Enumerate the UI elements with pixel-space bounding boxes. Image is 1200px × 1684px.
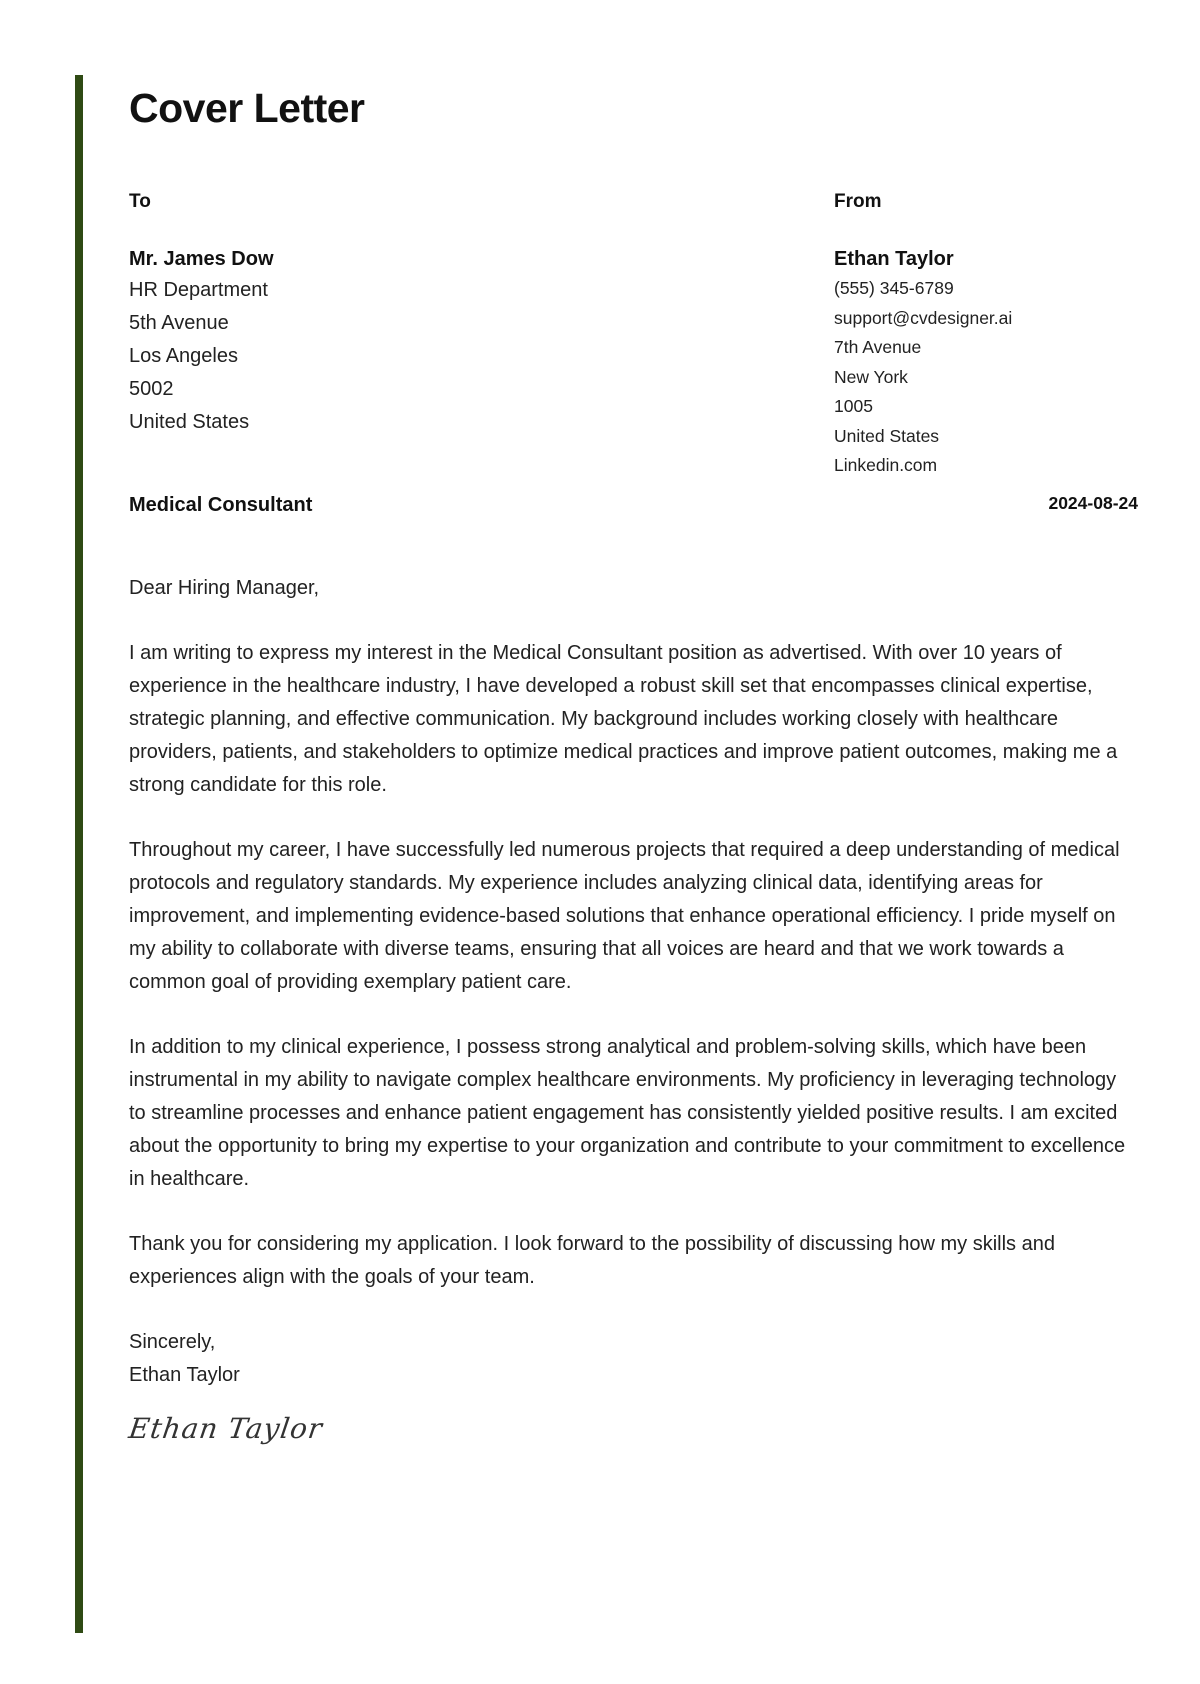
position-title: Medical Consultant: [129, 494, 313, 516]
sender-email: support@cvdesigner.ai: [834, 307, 1013, 328]
sender-block: [834, 190, 1138, 481]
subject-row: [129, 490, 1138, 520]
recipient-city: Los Angeles: [129, 345, 238, 367]
sender-phone: (555) 345-6789: [834, 278, 954, 298]
body-paragraph-2: Throughout my career, I have successfully led numerous projects that required a deep understanding of medical protocols and regulatory standards. My experience includes analyzing clinical data, identifying areas for improvement, and implementing evidence-based solutions that enhance operational efficiency. I pride myself on my ability to collaborate with diverse teams, ensuring that all voices are heard and that we work towards a common goal of providing exemplary patient care.: [129, 839, 1120, 993]
from-label: From: [834, 191, 882, 212]
body-paragraph-1: I am writing to express my interest in the Medical Consultant position as advertised. With over 10 years of experience in the healthcare industry, I have developed a robust skill set that encompasses clinical expertise, strategic planning, and effective communication. My background includes working closely with healthcare providers, patients, and stakeholders to optimize medical practices and improve patient outcomes, making me a strong candidate for this role.: [129, 642, 1118, 796]
sender-street: 7th Avenue: [834, 337, 922, 357]
sender-name: Ethan Taylor: [834, 248, 954, 270]
greeting: Dear Hiring Manager,: [129, 577, 320, 599]
body-paragraph-3: In addition to my clinical experience, I possess strong analytical and problem-solving skills, which have been instrumental in my ability to navigate complex healthcare environments. My proficiency in leveraging technology to streamline processes and enhance patient engagement has consistently yielded positive results. I am excited about the opportunity to bring my expertise to your organization and contribute to your commitment to excellence in healthcare.: [129, 1036, 1126, 1190]
closing-block: [126, 1326, 1138, 1446]
recipient-name: Mr. James Dow: [129, 248, 274, 270]
handwritten-signature: Ethan Taylor: [126, 1412, 325, 1445]
letter-content: [126, 82, 1138, 1446]
recipient-country: United States: [129, 411, 250, 433]
accent-bar: [75, 75, 83, 1633]
sender-website: Linkedin.com: [834, 455, 938, 475]
to-label: To: [129, 191, 151, 212]
sender-city: New York: [834, 366, 908, 387]
body-paragraph-4: Thank you for considering my application. I look forward to the possibility of discussing how my skills and experiences align with the goals of your team.: [129, 1233, 1055, 1288]
closing-phrase: Sincerely,: [129, 1331, 216, 1353]
page-title: Cover Letter: [129, 85, 365, 131]
recipient-postal-code: 5002: [129, 378, 174, 400]
recipient-block: [129, 190, 729, 439]
recipient-department: HR Department: [129, 279, 268, 301]
sender-postal-code: 1005: [834, 396, 873, 416]
sender-country: United States: [834, 425, 940, 446]
letter-body: [129, 572, 1138, 1294]
signoff-name: Ethan Taylor: [129, 1364, 240, 1386]
recipient-street: 5th Avenue: [129, 312, 229, 334]
address-block: [129, 190, 1138, 490]
letter-date: 2024-08-24: [1048, 493, 1138, 513]
